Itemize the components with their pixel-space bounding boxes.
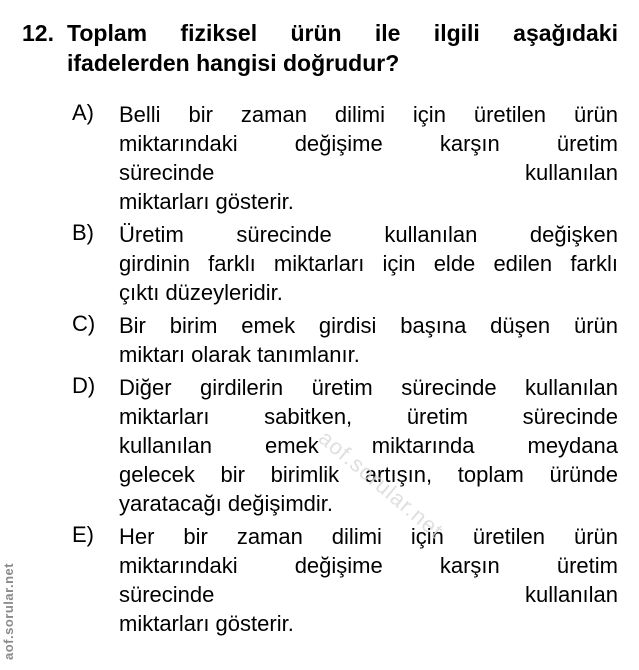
option-text: [119, 100, 618, 216]
question-line: ifadelerden hangisi doğrudur?: [67, 50, 400, 76]
option-line: girdinin farklı miktarları için elde edilen farklı: [119, 251, 618, 276]
option-line: Belli bir zaman dilimi için üretilen ürün: [119, 102, 618, 127]
option-e[interactable]: [72, 522, 618, 638]
option-line: miktarı olarak tanımlanır.: [119, 342, 360, 367]
option-line: sürecinde kullanılan: [119, 582, 618, 607]
option-text: [119, 373, 618, 518]
question-number: 12.: [22, 20, 54, 46]
option-line: kullanılan emek miktarında meydana: [119, 433, 618, 458]
option-c[interactable]: [72, 311, 618, 369]
option-letter: C): [72, 311, 96, 336]
option-line: sürecinde kullanılan: [119, 160, 618, 185]
option-text: [119, 311, 618, 369]
option-line: miktarları sabitken, üretim sürecinde: [119, 404, 618, 429]
side-watermark: aof.sorular.net: [1, 562, 16, 660]
option-text: [119, 522, 618, 638]
diagonal-watermark: aof.sorular.net: [313, 425, 449, 544]
answer-options: [72, 100, 618, 642]
option-line: miktarları gösterir.: [119, 611, 294, 636]
option-b[interactable]: [72, 220, 618, 307]
option-letter: B): [72, 220, 94, 245]
option-line: çıktı düzeyleridir.: [119, 280, 283, 305]
option-letter: E): [72, 522, 94, 547]
option-line: gelecek bir birimlik artışın, toplam üründe: [119, 462, 618, 487]
option-text: [119, 220, 618, 307]
option-letter: A): [72, 100, 94, 125]
question-line: Toplam fiziksel ürün ile ilgili aşağıdaki: [67, 20, 618, 46]
option-line: Diğer girdilerin üretim sürecinde kullanılan: [119, 375, 618, 400]
option-line: Bir birim emek girdisi başına düşen ürün: [119, 313, 618, 338]
option-letter: D): [72, 373, 96, 398]
option-line: Her bir zaman dilimi için üretilen ürün: [119, 524, 618, 549]
option-d[interactable]: [72, 373, 618, 518]
option-line: miktarındaki değişime karşın üretim: [119, 131, 618, 156]
question-block: [22, 18, 618, 78]
option-a[interactable]: [72, 100, 618, 216]
question-text: [67, 18, 618, 78]
option-line: miktarları gösterir.: [119, 189, 294, 214]
option-line: Üretim sürecinde kullanılan değişken: [119, 222, 618, 247]
question-stem: [22, 18, 618, 78]
option-line: yaratacağı değişimdir.: [119, 491, 333, 516]
option-line: miktarındaki değişime karşın üretim: [119, 553, 618, 578]
